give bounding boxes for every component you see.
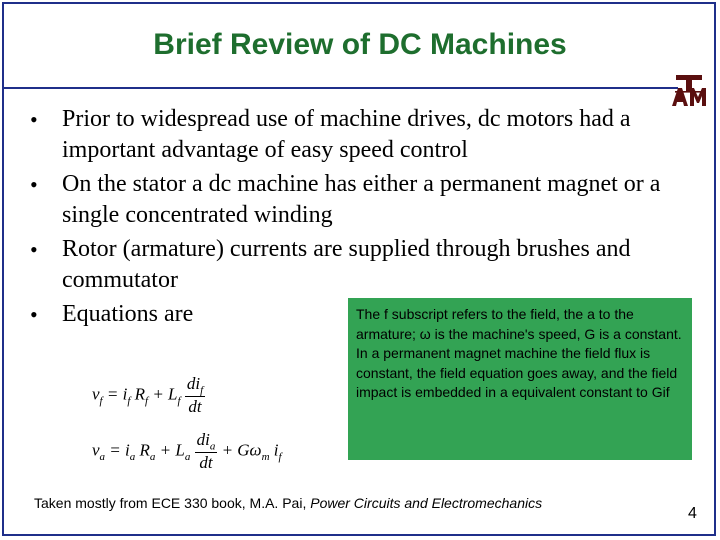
field-equation: $v_f = i_f$ $R_f + L_f$ $\frac{di_f}{dt}$ xyxy=(92,374,204,417)
footer-citation xyxy=(34,495,542,511)
bullet-dot-icon: • xyxy=(30,107,38,132)
bullet-text: Prior to widespread use of machine drives, dc motors had a important advantage of easy speed control xyxy=(62,106,631,163)
footer-book-title: Power Circuits and Electromechanics xyxy=(310,495,543,511)
footer-prefix: Taken mostly from ECE 330 book, M.A. Pai, xyxy=(34,495,311,511)
armature-derivative: $\frac{di_a}{dt}$ xyxy=(196,430,216,473)
bullet-item xyxy=(30,234,690,296)
bullet-text: Rotor (armature) currents are supplied through brushes and commutator xyxy=(62,236,631,293)
note-box: The f subscript refers to the field, the a to the armature; ω is the machine's speed, G is a constant. In a permanent magnet machine the field flux is constant, the field equation goes away, and the field impact is embedded in a equivalent constant to Gif xyxy=(348,298,692,460)
armature-equation: $v_a = i_a$ $R_a + L_a$ $\frac{di_a}{dt}$ + $G\omega_m$ $i_f$ xyxy=(92,430,282,473)
texas-am-logo xyxy=(671,74,709,108)
bullet-dot-icon: • xyxy=(30,172,38,197)
title-divider xyxy=(4,87,678,89)
bullet-item xyxy=(30,104,690,166)
bullet-dot-icon: • xyxy=(30,237,38,262)
slide-title: Brief Review of DC Machines xyxy=(153,28,567,61)
bullet-text: On the stator a dc machine has either a permanent magnet or a single concentrated winding xyxy=(62,171,661,228)
bullet-text: Equations are xyxy=(62,301,194,327)
page-number: 4 xyxy=(688,505,697,522)
bullet-dot-icon: • xyxy=(30,302,38,327)
field-derivative: $\frac{di_f}{dt}$ xyxy=(186,374,204,417)
bullet-item xyxy=(30,169,690,231)
